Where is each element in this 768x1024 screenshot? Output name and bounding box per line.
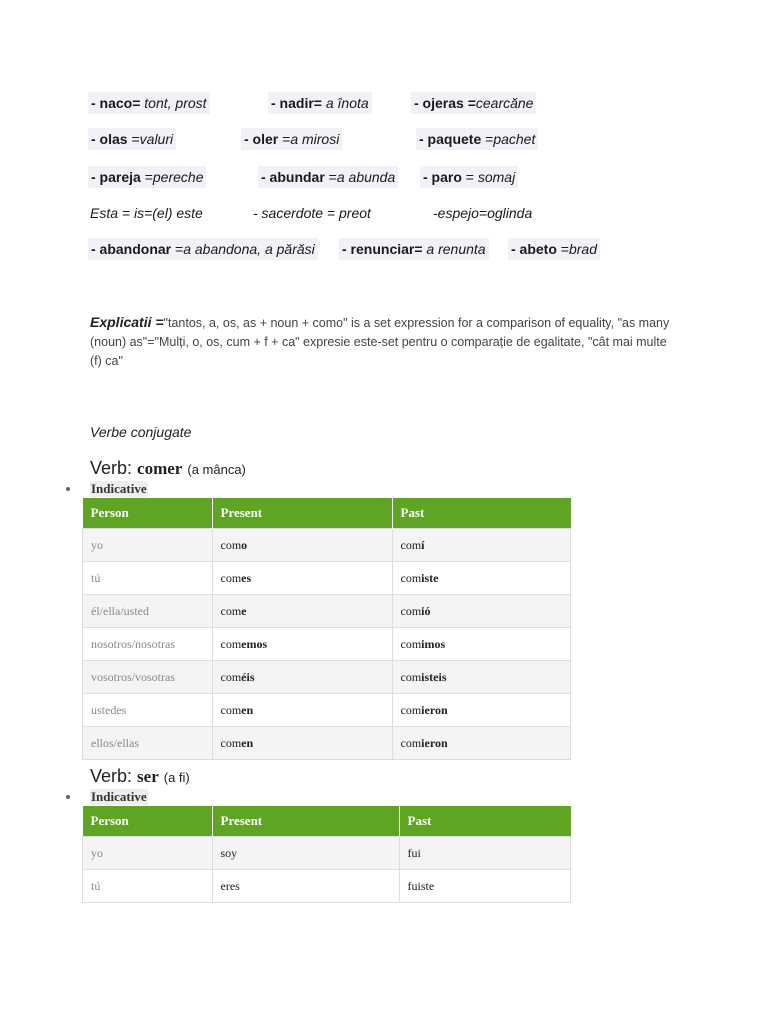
ending: es <box>241 570 252 585</box>
vocab-term: - pareja <box>91 169 141 185</box>
past-cell <box>392 529 571 562</box>
stem: com <box>400 669 422 684</box>
past-cell <box>392 661 571 694</box>
ending: en <box>241 735 254 750</box>
person-cell: nosotros/nosotras <box>83 628 213 661</box>
ending: imos <box>421 636 446 651</box>
vocab-sep: = <box>481 131 494 147</box>
stem: com <box>220 603 242 618</box>
stem: com <box>220 537 242 552</box>
vocab-term: - olas <box>91 131 128 147</box>
table-row <box>83 727 571 760</box>
vocab-item <box>508 238 600 260</box>
column-header: Person <box>83 498 213 529</box>
verb-name: comer <box>137 459 183 478</box>
past-cell <box>392 628 571 661</box>
explanation-text: "tantos, a, os, as + noun + como" is a set expression for a comparison of equality, "as many (noun) as"="Mulți, o, os, cum + f + ca" expresie este-set pentru o comparație de egalitate, "cât mai multe (f) ca" <box>90 316 670 368</box>
stem: com <box>220 669 242 684</box>
vocab-item <box>88 166 206 188</box>
present-cell <box>212 562 392 595</box>
stem: com <box>400 735 422 750</box>
vocab-meaning: a abunda <box>336 169 396 185</box>
vocab-sep: = <box>140 169 153 185</box>
vocab-meaning: a abandona, a părăsi <box>183 241 315 257</box>
vocab-term: - oler <box>244 131 279 147</box>
vocab-sep: = <box>461 169 478 185</box>
table-row <box>83 661 571 694</box>
vocab-text: Esta = is=(el) este <box>90 205 203 221</box>
mood-label: Indicative <box>91 789 147 804</box>
past-cell: fuiste <box>399 870 571 903</box>
column-header: Person <box>83 806 213 837</box>
person-cell: yo <box>83 837 213 870</box>
table-row <box>83 529 571 562</box>
present-cell: soy <box>212 837 399 870</box>
person-cell: tú <box>83 562 213 595</box>
table-row <box>83 694 571 727</box>
past-cell: fui <box>399 837 571 870</box>
vocab-term: - renunciar= <box>342 241 423 257</box>
vocab-item <box>339 238 489 260</box>
vocab-meaning: cearcăne <box>475 95 534 111</box>
ending: iste <box>421 570 439 585</box>
present-cell: eres <box>212 870 399 903</box>
bullet-icon <box>66 795 70 799</box>
table-header-row <box>83 498 571 529</box>
table-row <box>83 562 571 595</box>
vocab-sep: = <box>324 169 337 185</box>
ending: en <box>241 702 254 717</box>
vocab-term: - naco= <box>91 95 141 111</box>
present-cell <box>212 595 392 628</box>
stem: com <box>220 702 242 717</box>
past-cell <box>392 694 571 727</box>
mood-label: Indicative <box>91 481 147 496</box>
vocab-term: - abundar <box>261 169 325 185</box>
vocab-term: - abandonar <box>91 241 172 257</box>
vocab-term: - paquete <box>419 131 482 147</box>
stem: com <box>400 570 422 585</box>
vocab-item <box>258 166 398 188</box>
vocab-meaning: pereche <box>152 169 204 185</box>
vocab-sep: = <box>278 131 291 147</box>
vocab-sep: = <box>171 241 184 257</box>
ending: ió <box>421 603 431 618</box>
vocab-meaning: a mirosi <box>290 131 340 147</box>
stem: com <box>400 537 422 552</box>
ending: o <box>241 537 248 552</box>
vocab-term: - abeto <box>511 241 557 257</box>
past-cell <box>392 595 571 628</box>
vocab-item <box>241 128 342 150</box>
vocab-meaning: tont, prost <box>144 95 207 111</box>
column-header: Past <box>392 498 571 529</box>
vocab-item <box>88 128 176 150</box>
explanation-paragraph <box>90 313 670 371</box>
vocab-item <box>268 92 372 114</box>
past-cell <box>392 727 571 760</box>
ending: ieron <box>421 735 448 750</box>
verb-title <box>90 766 190 787</box>
column-header: Past <box>399 806 571 837</box>
vocab-meaning: brad <box>568 241 597 257</box>
ending: í <box>421 537 425 552</box>
vocab-item <box>411 92 536 114</box>
vocab-meaning: a renunta <box>426 241 486 257</box>
person-cell: él/ella/usted <box>83 595 213 628</box>
column-header: Present <box>212 498 392 529</box>
vocab-item <box>87 202 206 224</box>
person-cell: ellos/ellas <box>83 727 213 760</box>
vocab-item <box>420 166 518 188</box>
present-cell <box>212 661 392 694</box>
stem: com <box>400 636 422 651</box>
person-cell: vosotros/vosotras <box>83 661 213 694</box>
conjugation-table-comer <box>82 498 571 760</box>
vocab-item <box>88 92 210 114</box>
vocab-term: - ojeras = <box>414 95 476 111</box>
vocab-item <box>416 128 538 150</box>
ending: emos <box>241 636 268 651</box>
vocab-item <box>250 202 374 224</box>
table-row <box>83 837 571 870</box>
table-row <box>83 628 571 661</box>
vocab-sep: = <box>127 131 140 147</box>
vocab-text: - sacerdote = preot <box>253 205 371 221</box>
vocab-item <box>430 202 535 224</box>
vocab-term: - paro <box>423 169 462 185</box>
verb-translation: (a mânca) <box>187 462 246 477</box>
present-cell <box>212 529 392 562</box>
explanation-label: Explicatii = <box>90 314 164 330</box>
stem: com <box>220 570 242 585</box>
verb-title <box>90 458 246 479</box>
conjugation-table-ser <box>82 806 571 903</box>
ending: ieron <box>421 702 448 717</box>
vocab-meaning: pachet <box>493 131 536 147</box>
present-cell <box>212 628 392 661</box>
stem: com <box>220 735 242 750</box>
verb-prefix: Verb: <box>90 766 138 786</box>
column-header: Present <box>212 806 399 837</box>
vocab-meaning: a înota <box>325 95 369 111</box>
person-cell: ustedes <box>83 694 213 727</box>
vocab-text: -espejo=oglinda <box>433 205 533 221</box>
ending: e <box>241 603 247 618</box>
present-cell <box>212 694 392 727</box>
stem: com <box>400 702 422 717</box>
present-cell <box>212 727 392 760</box>
vocab-meaning: valuri <box>139 131 174 147</box>
table-row <box>83 595 571 628</box>
ending: isteis <box>421 669 447 684</box>
ending: éis <box>241 669 255 684</box>
past-cell <box>392 562 571 595</box>
person-cell: tú <box>83 870 213 903</box>
vocab-term: - nadir= <box>271 95 322 111</box>
verb-translation: (a fi) <box>163 770 190 785</box>
bullet-icon <box>66 487 70 491</box>
vocab-item <box>88 238 318 260</box>
vocab-meaning: somaj <box>477 169 516 185</box>
person-cell: yo <box>83 529 213 562</box>
table-header-row <box>83 806 571 837</box>
verb-prefix: Verb: <box>90 458 138 478</box>
stem: com <box>400 603 422 618</box>
stem: com <box>220 636 242 651</box>
verb-name: ser <box>137 767 159 786</box>
table-row <box>83 870 571 903</box>
section-heading: Verbe conjugate <box>90 424 192 440</box>
vocab-sep: = <box>556 241 569 257</box>
